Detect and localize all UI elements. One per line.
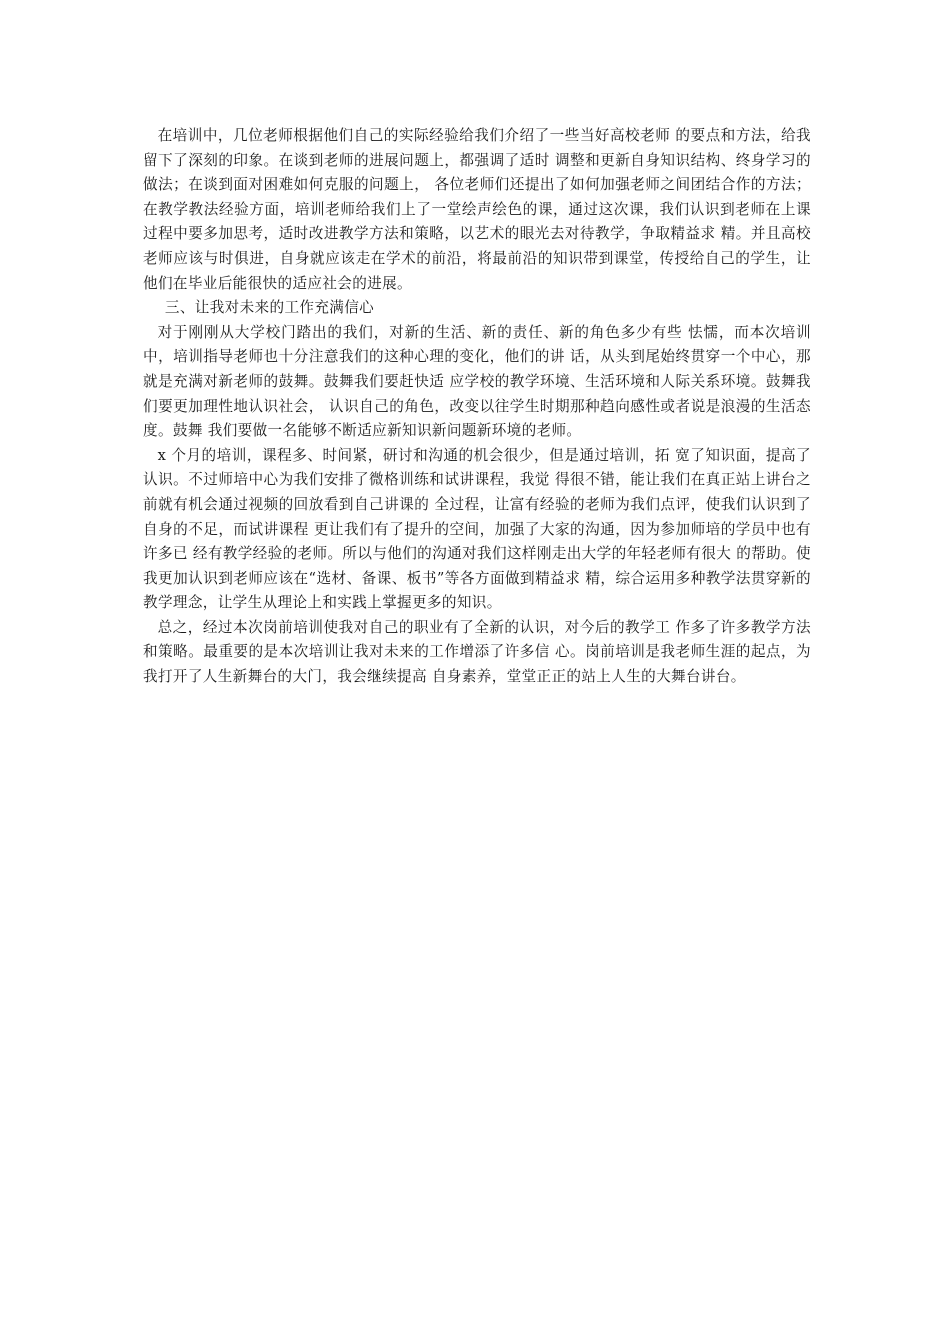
paragraph-conclusion: 总之，经过本次岗前培训使我对自己的职业有了全新的认识，对今后的教学工 作多了许多教学方法和策略。最重要的是本次培训让我对未来的工作增添了许多信 心。岗前培训是我老师生涯的起点，为我打开了人生新舞台的大门，我会继续提高 自身素养，堂堂正正的站上人生的大舞台讲台。 xyxy=(143,618,811,686)
paragraph-training-courses: x 个月的培训，课程多、时间紧，研讨和沟通的机会很少，但是通过培训，拓 宽了知识面，提高了认识。不过师培中心为我们安排了微格训练和试讲课程，我觉 得很不错，能让我们在真正站上讲台之前就有机会通过视频的回放看到自己讲课的 全过程，让富有经验的老师为我们点评，使我们认识到了自身的不足，而试讲课程 更让我们有了提升的空间，加强了大家的沟通，因为参加师培的学员中也有许多已 经有教学经验的老师。所以与他们的沟通对我们这样刚走出大学的年轻老师有很大 的帮助。使我更加认识到老师应该在“选材、备课、板书”等各方面做到精益求 精，综合运用多种教学法贯穿新的教学理念，让学生从理论上和实践上掌握更多的知识。 xyxy=(143,446,811,612)
paragraph-new-teachers: 对于刚刚从大学校门踏出的我们，对新的生活、新的责任、新的角色多少有些 怯懦，而本次培训中，培训指导老师也十分注意我们的这种心理的变化，他们的讲 话，从头到尾始终贯穿一个中心，那就是充满对新老师的鼓舞。鼓舞我们要赶快适 应学校的教学环境、生活环境和人际关系环境。鼓舞我们要更加理性地认识社会， 认识自己的角色，改变以往学生时期那种趋向感性或者说是浪漫的生活态度。鼓舞 我们要做一名能够不断适应新知识新问题新环境的老师。 xyxy=(143,323,811,440)
section-heading-confidence: 三、让我对未来的工作充满信心 xyxy=(164,299,375,317)
paragraph-training-experience: 在培训中，几位老师根据他们自己的实际经验给我们介绍了一些当好高校老师 的要点和方法，给我留下了深刻的印象。在谈到老师的进展问题上，都强调了适时 调整和更新自身知识结构、终身学习的做法；在谈到面对困难如何克服的问题上， 各位老师们还提出了如何加强老师之间团结合作的方法；在教学教法经验方面，培训老师给我们上了一堂绘声绘色的课，通过这次课，我们认识到老师在上课过程中要多加思考，适时改进教学方法和策略，以艺术的眼光去对待教学，争取精益求 精。并且高校老师应该与时俱进，自身就应该走在学术的前沿，将最前沿的知识带到课堂，传授给自己的学生，让他们在毕业后能很快的适应社会的进展。 xyxy=(143,127,811,292)
document-body xyxy=(143,124,811,690)
